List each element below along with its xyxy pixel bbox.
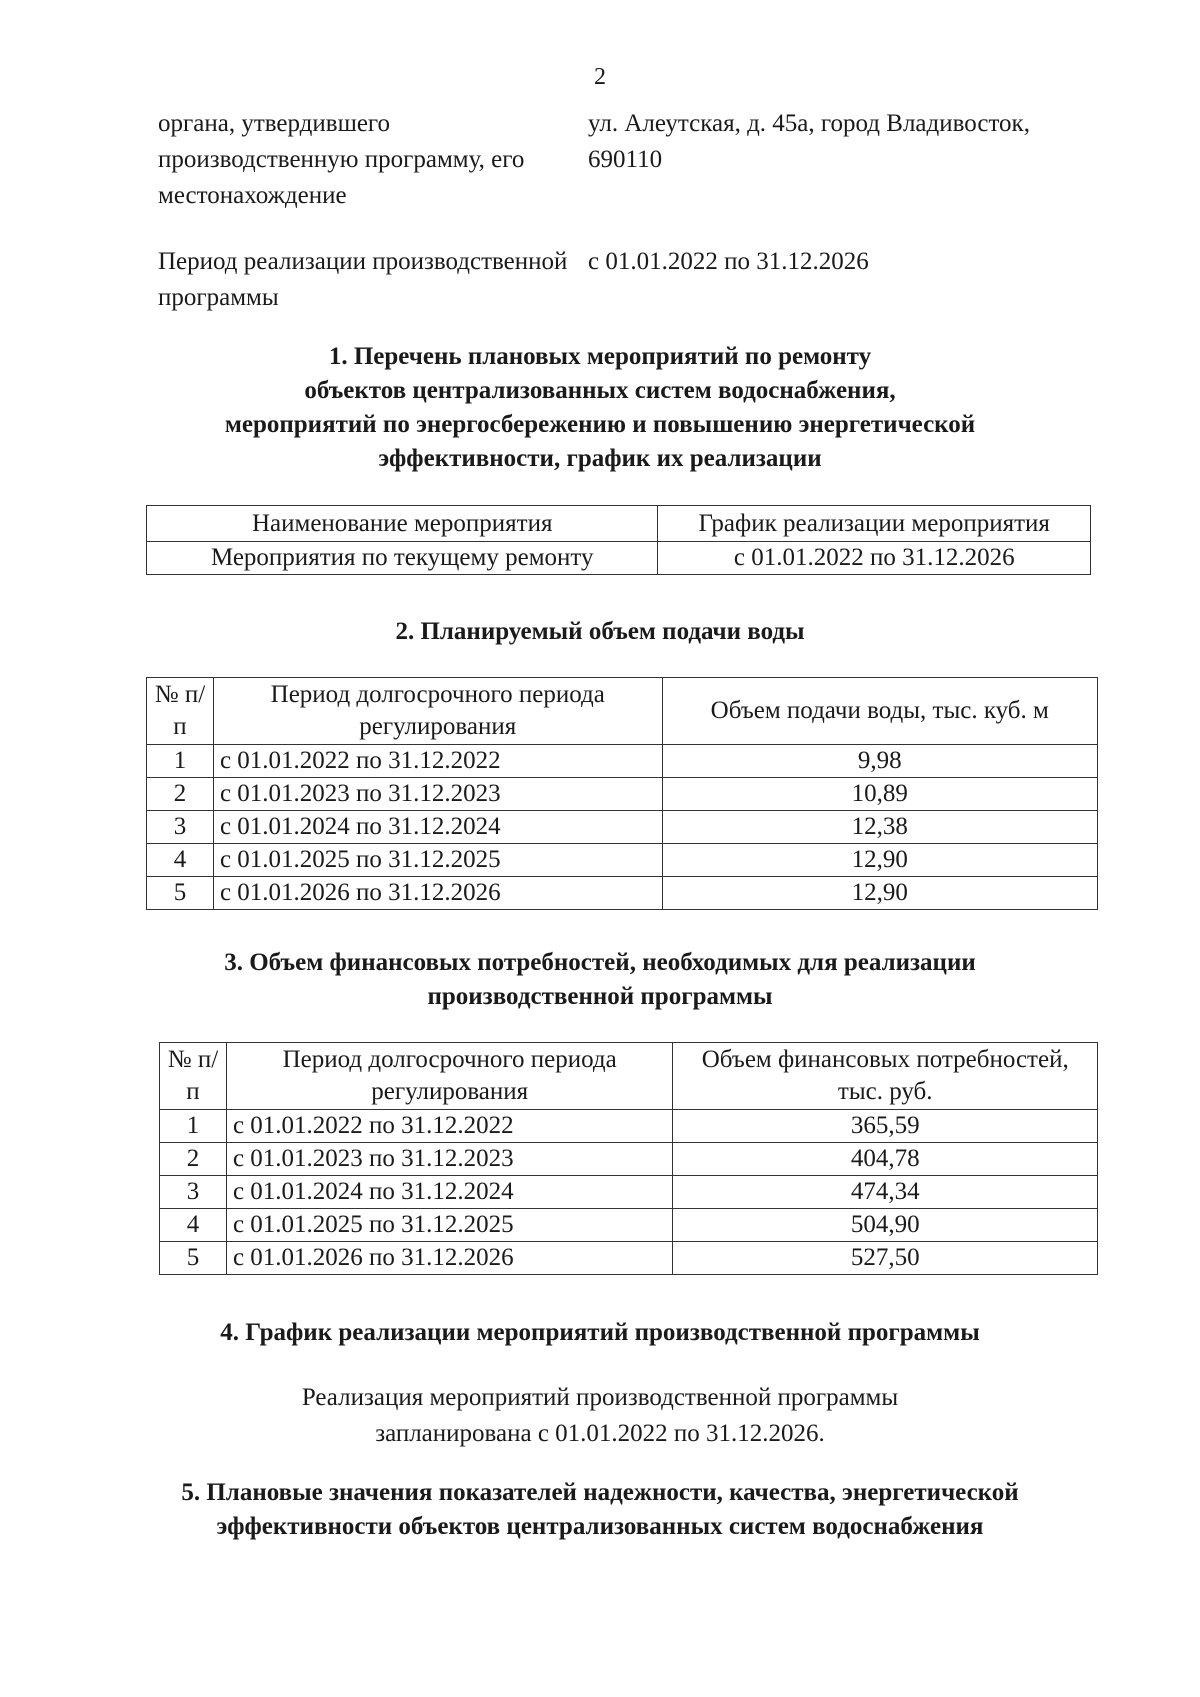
section5-heading — [0, 1476, 1200, 1544]
table-cell-period: с 01.01.2024 по 31.12.2024 — [226, 1176, 673, 1209]
section1-heading-line: эффективности, график их реализации — [378, 445, 822, 472]
info-row-authority — [158, 106, 1098, 216]
table-header-cell: Объем финансовых потребностей, тыс. руб. — [673, 1043, 1098, 1110]
table-row — [160, 1242, 1098, 1275]
table-cell-index: 5 — [160, 1242, 227, 1275]
table-header-cell: Наименование мероприятия — [147, 506, 658, 542]
section5-heading-line: эффективности объектов централизованных систем водоснабжения — [216, 1513, 984, 1540]
section3-heading-line: 3. Объем финансовых потребностей, необходимых для реализации — [224, 949, 976, 976]
events-table — [146, 505, 1091, 575]
table-cell-period: с 01.01.2022 по 31.12.2022 — [226, 1110, 673, 1143]
table-cell-value: 474,34 — [673, 1176, 1098, 1209]
page-number: 2 — [594, 64, 606, 90]
table-cell-period: с 01.01.2022 по 31.12.2022 — [213, 745, 662, 778]
table-row — [160, 1110, 1098, 1143]
table-row — [147, 811, 1098, 844]
section4-text — [0, 1380, 1200, 1452]
info-value-authority-address: ул. Алеутская, д. 45а, город Владивосток, 690110 — [588, 110, 1030, 173]
section4-text-line: Реализация мероприятий производственной программы — [301, 1384, 899, 1411]
table-header-row — [147, 506, 1091, 542]
table-row — [147, 745, 1098, 778]
section1-heading — [0, 340, 1200, 476]
table-header-row — [160, 1043, 1098, 1110]
water-supply-table — [146, 677, 1098, 910]
section1-heading-line: 1. Перечень плановых мероприятий по ремонту — [328, 343, 872, 370]
section5-heading-line: 5. Плановые значения показателей надежности, качества, энергетической — [181, 1479, 1019, 1506]
table-cell-index: 1 — [147, 745, 214, 778]
table-cell-index: 4 — [160, 1209, 227, 1242]
table-row — [147, 778, 1098, 811]
table-cell-value: 12,90 — [662, 877, 1097, 910]
table-cell-value: 9,98 — [662, 745, 1097, 778]
info-label-period: Период реализации производственной программы — [158, 248, 568, 311]
table-cell-period: с 01.01.2024 по 31.12.2024 — [213, 811, 662, 844]
section1-heading-line: мероприятий по энергосбережению и повышению энергетической — [224, 411, 976, 438]
info-label-authority: органа, утвердившего производственную программу, его местонахождение — [158, 110, 525, 209]
table-cell-index: 2 — [147, 778, 214, 811]
table-row — [147, 542, 1091, 575]
table-cell-value: 365,59 — [673, 1110, 1098, 1143]
info-value-period: с 01.01.2022 по 31.12.2026 — [588, 248, 869, 275]
table-cell-period: с 01.01.2025 по 31.12.2025 — [226, 1209, 673, 1242]
table-cell-index: 1 — [160, 1110, 227, 1143]
table-cell-value: 504,90 — [673, 1209, 1098, 1242]
section1-heading-line: объектов централизованных систем водоснабжения, — [304, 377, 896, 404]
section3-heading — [0, 946, 1200, 1014]
table-header-cell: График реализации мероприятия — [658, 506, 1091, 542]
table-cell-value: 12,38 — [662, 811, 1097, 844]
section3-heading-line: производственной программы — [427, 983, 773, 1010]
table-cell-period: с 01.01.2026 по 31.12.2026 — [226, 1242, 673, 1275]
financial-needs-table — [159, 1042, 1098, 1275]
table-cell-index: 5 — [147, 877, 214, 910]
table-cell-index: 3 — [160, 1176, 227, 1209]
table-row — [160, 1209, 1098, 1242]
section2-heading: 2. Планируемый объем подачи воды — [395, 618, 805, 645]
section4-text-line: запланирована с 01.01.2022 по 31.12.2026. — [375, 1420, 825, 1447]
table-cell-value: 12,90 — [662, 844, 1097, 877]
table-cell-index: 4 — [147, 844, 214, 877]
table-header-row — [147, 678, 1098, 745]
table-row — [160, 1176, 1098, 1209]
table-cell-value: 10,89 — [662, 778, 1097, 811]
table-header-cell: Объем подачи воды, тыс. куб. м — [662, 678, 1097, 745]
table-cell-value: 527,50 — [673, 1242, 1098, 1275]
table-header-cell: № п/п — [147, 678, 214, 745]
table-cell-period: с 01.01.2023 по 31.12.2023 — [226, 1143, 673, 1176]
table-cell-period: с 01.01.2023 по 31.12.2023 — [213, 778, 662, 811]
table-cell-index: 2 — [160, 1143, 227, 1176]
table-cell-value: 404,78 — [673, 1143, 1098, 1176]
table-header-cell: № п/п — [160, 1043, 227, 1110]
table-row — [147, 877, 1098, 910]
table-cell-period: с 01.01.2025 по 31.12.2025 — [213, 844, 662, 877]
table-header-cell: Период долгосрочного периода регулирования — [213, 678, 662, 745]
section4-heading: 4. График реализации мероприятий производственной программы — [220, 1319, 980, 1346]
table-cell-index: 3 — [147, 811, 214, 844]
table-cell: с 01.01.2022 по 31.12.2026 — [658, 542, 1091, 575]
table-row — [147, 844, 1098, 877]
table-header-cell: Период долгосрочного периода регулирования — [226, 1043, 673, 1110]
table-cell-period: с 01.01.2026 по 31.12.2026 — [213, 877, 662, 910]
table-cell: Мероприятия по текущему ремонту — [147, 542, 658, 575]
info-row-period — [158, 244, 1098, 316]
table-row — [160, 1143, 1098, 1176]
